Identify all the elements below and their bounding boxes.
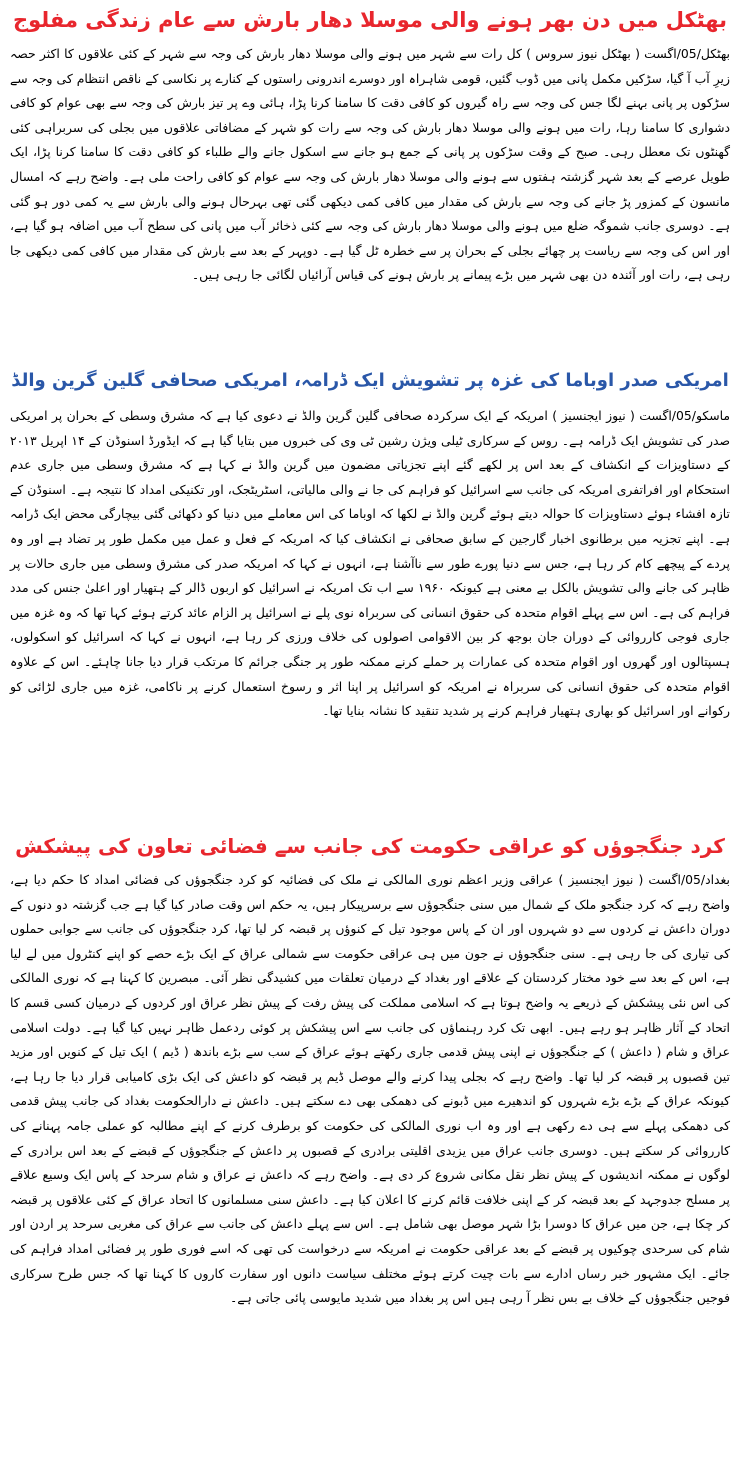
article-body: ماسکو/05/اگست ( نیوز ایجنسیز ) امریکہ کے ایک سرکردہ صحافی گلین گرین والڈ نے دعوی کیا ہے کہ مشرق وسطی کے بحران پر امریکی صدر کی تشویش ایک ڈرامہ ہے۔ روس کے سرکاری ٹیلی ویژن رشین ٹی وی کی خبروں میں بتایا گیا ہے کہ ایڈورڈ اسنوڈن کے ۱۴ اپریل ۲۰۱۳ کے دستاویزات کے انکشاف کے بعد اس پر لکھے گئے اپنے تجزیاتی مضمون میں گرین والڈ نے کہا ہے کہ مشرق وسطی میں جاری عدم استحکام اور افراتفری امریکہ کی جانب سے اسرائیل کو فراہم کی جا نے والی مالیاتی، اسٹریٹجک، اور تکنیکی امداد کا نتیجہ ہے۔ اسنوڈن کے تازہ افشاء ہوئے دستاویزات کا حوالہ دیتے ہوئے گرین والڈ نے لکھا کہ اوباما کی اس معاملے میں دنیا کو دکھائی گئی بیچارگی محض ایک ڈرامہ ہے۔ اپنے تجزیہ میں برطانوی اخبار گارجین کے سابق صحافی نے انکشاف کیا کہ امریکہ کے فعل و عمل میں مکمل طور پر تضاد ہے اور وہ پردے کے پیچھے کام کر رہا ہے، جس سے دنیا پورے طور سے ناآشنا ہے، انہوں نے کہا کہ امریکہ صدر کی مشرق وسطی میں جاری حالات پر ظاہر کی جانے والی تشویش بالکل بے معنی ہے کیونکہ ۱۹۶۰ سے اب تک امریکہ نے اسرائیل کو اربوں ڈالر کے ہتھیار اور اعلیٰ جنس کی مدد فراہم کی ہے۔ اس سے پہلے اقوام متحدہ کی حقوق انسانی کی سربراہ نوی پلے نے اسرائیل پر الزام عائد کرتے ہوئے کہا تھا کہ وہ غزہ میں جاری فوجی کارروائی کے دوران جان بوجھ کر بین الاقوامی اصولوں کی خلاف ورزی کر رہا ہے، انہوں نے کہا کہ اسرائیل کو اسکولوں، ہسپتالوں اور گھروں اور اقوام متحدہ کی عمارات پر حملے کرنے ممکنہ طور پر جنگی جرائم کا مرتکب قرار دیا جانا چاہئے۔ اس کے علاوہ اقوام متحدہ کی حقوق انسانی کی سربراہ نے امریکہ کو اسرائیل پر اپنا اثر و رسوخ استعمال کرنے پر ناکامی، غزہ میں جاری لڑائی کو رکوانے اور اسرائیل کو بھاری ہتھیار فراہم کرنے پر شدید تنقید کا نشانہ بنایا تھا۔ (10, 408, 730, 719)
article-iraq-kurds (8, 828, 732, 1464)
article-body: بھٹکل/05/اگست ( بھٹکل نیوز سروس ) کل رات سے شہر میں ہونے والی موسلا دھار بارش کی وجہ سے شہر کے کئی علاقوں کا اکثر حصہ زیرِ آب آ گیا، سڑکیں مکمل پانی میں ڈوب گئیں، قومی شاہراہ اور دوسرے اندرونی راستوں کے کنارے پر نکاسی کے ناقص انتظام کی وجہ سے سڑکوں پر پانی بہنے لگا جس کی وجہ سے راہ گیروں کو کافی دقت کا سامنا کرنا پڑا، ہائی وے پر تیز بارش کی وجہ سے بھی عوام کو کافی دشواری کا سامنا رہا، رات میں ہونے والی موسلا دھار بارش کی وجہ سے رات کو شہر کے مضافاتی علاقوں میں بجلی کی سربراہی کئی گھنٹوں تک معطل رہی۔ صبح کے وقت سڑکوں پر پانی کے جمع ہو جانے سے اسکول جانے والے طلباء کو کافی دقت کا سامنا کرنا پڑا، ایک طویل عرصے کے بعد شہر گزشتہ ہفتوں سے ہونے والی موسلا دھار بارش کی وجہ سے عوام کو کافی راحت ملی ہے۔ واضح رہے کہ امسال مانسون کے کمزور پڑ جانے کی وجہ سے بارش کی مقدار میں کافی کمی دیکھی گئی تھی بہرحال ہونے والی بارش سے یہ کمی دور ہو گئی ہے۔ دوسری جانب شموگہ ضلع میں ہونے والی موسلا دھار بارش کی وجہ سے کئی ذخائر آب میں پانی کی سطح آب میں اضافہ ہو گیا ہے، اور اس کی وجہ سے ریاست پر چھائے بجلی کے بحران پر سے خطرہ ٹل گیا ہے۔ دوپہر کے بعد سے بارش کی مقدار میں کافی کمی دیکھی جا رہی ہے، رات اور آئندہ دن بھی شہر میں بڑے پیمانے پر بارش ہونے کی قیاس آرائیاں لگائی جا رہی ہیں۔ (10, 46, 730, 283)
headline: امریکی صدر اوباما کی غزہ پر تشویش ایک ڈرامہ، امریکی صحافی گلین گرین والڈ (11, 370, 729, 391)
article-obama-gaza (8, 364, 732, 822)
headline: بھٹکل میں دن بھر ہونے والی موسلا دھار بارش سے عام زندگی مفلوج (12, 8, 728, 32)
headline: کرد جنگجوؤں کو عراقی حکومت کی جانب سے فضائی تعاون کی پیشکش (15, 834, 725, 858)
article-bhatkal-rain (8, 2, 732, 356)
article-body: بغداد/05/اگست ( نیوز ایجنسیز ) عراقی وزیر اعظم نوری المالکی نے ملک کی فضائیہ کو کرد جنگجوؤں کی فضائی امداد کا حکم دیا ہے، واضح رہے کہ کرد جنگجو ملک کے شمال میں سنی جنگجوؤں سے برسرپیکار ہیں، یہ حکم اس وقت صادر کیا گیا ہے جب گزشتہ دو دنوں کے دوران داعش نے کردوں سے دو شہروں اور ان کے پاس موجود تیل کے کنوؤں پر قبضہ کر لیا تھا، کرد جنگجوؤں کی جانب سے جوابی حملوں کی تیاری کی جا رہی ہے۔ سنی جنگجوؤں نے جون میں ہی عراقی حکومت سے شمالی عراق کے ایک بڑے حصے کو اپنے کنٹرول میں لے لیا ہے، اس کے بعد سے خود مختار کردستان کے علاقے اور بغداد کے درمیان تعلقات میں کشیدگی نظر آئی۔ مبصرین کا کہنا ہے کہ نوری المالکی کی اس نئی پیشکش کے ذریعے یہ واضح ہوتا ہے کہ اسلامی مملکت کی پیش رفت کے پیش نظر عراق اور کردوں کے درمیان کسی قسم کا اتحاد کے آثار ظاہر ہو رہے ہیں۔ ابھی تک کرد رہنماؤں کی جانب سے اس پیشکش پر کوئی ردعمل ظاہر نہیں کیا گیا ہے۔ دولت اسلامی عراق و شام ( داعش ) کے جنگجوؤں نے اپنی پیش قدمی جاری رکھتے ہوئے عراق کے سب سے بڑے باندھ ( ڈیم ) ایک تیل کے کنویں اور مزید تین قصبوں پر قبضہ کر لیا تھا۔ واضح رہے کہ بجلی پیدا کرنے والے موصل ڈیم پر قبضہ کو داعش کی ایک بڑی کامیابی قرار دیا جا رہا ہے، کیونکہ عراق کے بڑے بڑے شہروں کو اندھیرے میں ڈبونے کی دھمکی بھی دے سکتے ہیں۔ داعش نے دارالحکومت بغداد کی جانب پیش قدمی کی دھمکی پہلے سے ہی دے رکھی ہے اور وہ اب نوری المالکی کی حکومت کو برطرف کرنے کے اپنے مطالبہ کو عملی جامہ پہنانے کی کارروائی کر سکتے ہیں۔ دوسری جانب عراق میں یزیدی اقلیتی برادری کے قصبوں پر داعش کے جنگجوؤں کے قبضے کے بعد اس برادری کے لوگوں نے ممکنہ اندیشوں کے پیش نظر نقل مکانی شروع کر دی ہے۔ واضح رہے کہ داعش نے عراق و شام سرحد کے پاس ایک وسیع علاقے پر مسلح جدوجہد کے بعد قبضہ کر کے اپنی خلافت قائم کرنے کا اعلان کیا ہے۔ داعش سنی مسلمانوں کا اتحاد عراق کے کئی علاقوں پر قبضہ کر چکا ہے، جن میں عراق کا دوسرا بڑا شہر موصل بھی شامل ہے۔ اس سے پہلے داعش کی جانب سے عراق کی مغربی سرحد پر اردن اور شام کی سرحدی چوکیوں پر قبضے کے بعد عراقی حکومت نے امریکہ سے درخواست کی تھی کہ اسے فوری طور پر فضائی امداد فراہم کی جائے۔ ایک مشہور خبر رساں ادارے سے بات چیت کرتے ہوئے مختلف سیاست دانوں اور سفارت کاروں کا کہنا تھا کہ جس طرح سرکاری فوجیں جنگجوؤں کے خلاف بے بس نظر آ رہی ہیں اس پر بغداد میں شدید مایوسی پائی جاتی ہے۔ (10, 872, 730, 1306)
